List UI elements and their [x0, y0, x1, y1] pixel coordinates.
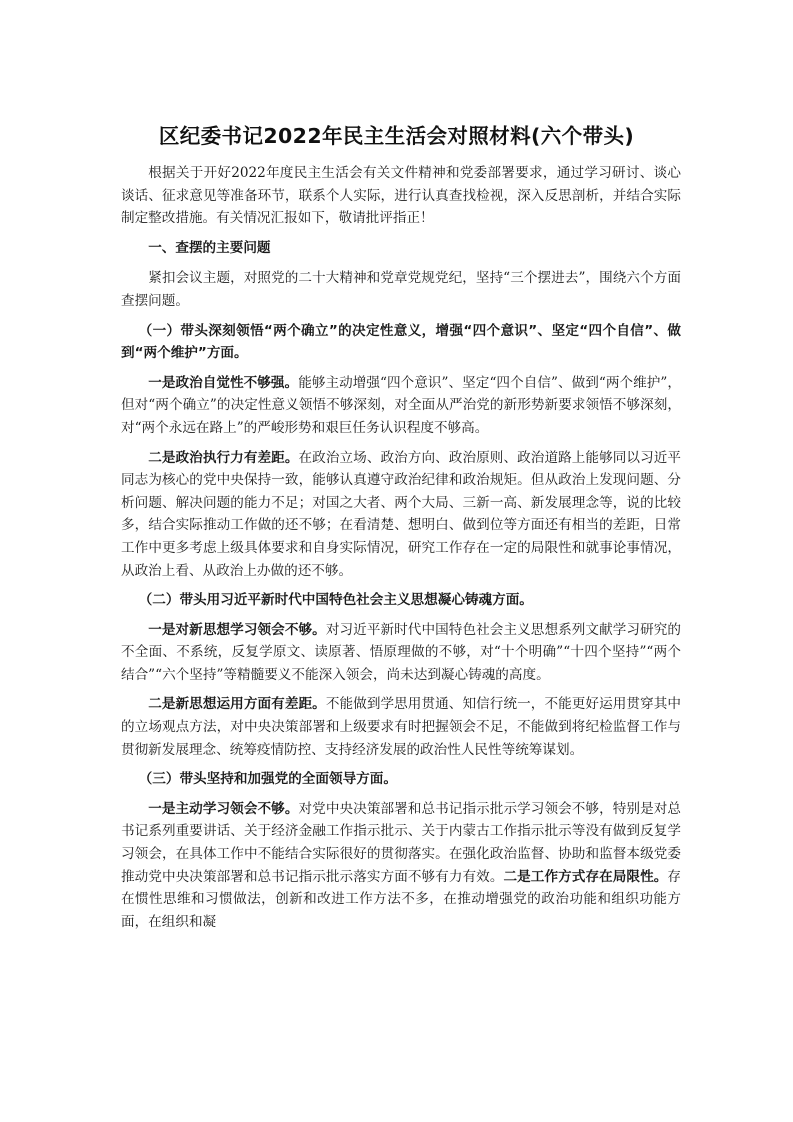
paragraph: [121, 447, 681, 583]
paragraph-lead: 二是新思想运用方面有差距。: [148, 696, 326, 713]
page-title: 区纪委书记2022年民主生活会对照材料(六个带头): [158, 124, 635, 148]
section-lead-paragraph: 紧扣会议主题，对照党的二十大精神和党章党规党纪，坚持“三个摆进去”，围绕六个方面查摆问题。: [121, 270, 681, 309]
paragraph-lead: 二是政治执行力有差距。: [148, 449, 299, 466]
paragraph-text: 在政治立场、政治方向、政治原则、政治道路上能够同以习近平同志为核心的党中央保持一致，能够认真遵守政治纪律和政治规矩。但从政治上发现问题、分析问题、解决问题的能力不足；对国之大者、两个大局、三新一高、新发展理念等，说的比较多，结合实际推动工作做的还不够；在看清楚、想明白、做到位等方面还有相当的差距，日常工作中更多考虑上级具体要求和自身实际情况，研究工作存在一定的局限性和就事论事情况，从政治上看、从政治上办做的还不够。: [121, 449, 682, 579]
paragraph: [121, 798, 681, 934]
paragraph-text: 能够主动增强“四个意识”、坚定“四个自信”、做到“两个维护”，但对“两个确立”的决定性意义领悟不够深刻，对全面从严治党的新形势新要求领悟不够深刻，对“两个永远在路上”的严峻形势和艰巨任务认识程度不够高。: [121, 374, 681, 436]
paragraph-lead: 一是政治自觉性不够强。: [148, 374, 299, 391]
paragraph-lead: 一是主动学习领会不够。: [148, 800, 299, 817]
paragraph-text: 不能做到学思用贯通、知信行统一，不能更好运用贯穿其中的立场观点方法，对中央决策部署和上级要求有时把握领会不足，不能做到将纪检监督工作与贯彻新发展理念、统筹疫情防控、支持经济发展的政治性人民性等统筹谋划。: [121, 696, 682, 758]
intro-paragraph: 根据关于开好2022年度民主生活会有关文件精神和党委部署要求，通过学习研讨、谈心谈话、征求意见等准备环节，联系个人实际，进行认真查找检视，深入反思剖析，并结合实际制定整改措施。有关情况汇报如下，敬请批评指正！: [121, 165, 681, 227]
paragraph-lead: 一是对新思想学习领会不够。: [148, 621, 326, 638]
paragraph-text: 对党中央决策部署和总书记指示批示学习领会不够，特别是对总书记系列重要讲话、关于经济金融工作指示批示、关于内蒙古工作指示批示等没有做到反复学习领会，在具体工作中不能结合实际很好的贯彻落实。在强化政治监督、协助和监督本级党委推动党中央决策部署和总书记指示批示落实方面不够有力有效。: [121, 800, 682, 885]
subsection-heading-3: （三）带头坚持和加强党的全面领导方面。: [138, 771, 397, 788]
paragraph-lead: 二是工作方式存在局限性。: [503, 868, 668, 885]
section-heading-1: 一、查摆的主要问题: [148, 239, 271, 256]
paragraph: [121, 619, 681, 687]
subsection-heading-2: （二）带头用习近平新时代中国特色社会主义思想凝心铸魂方面。: [138, 592, 533, 609]
document-body: [121, 162, 681, 940]
paragraph-text: 存在惯性思维和习惯做法，创新和改进工作方法不多，在推动增强党的政治功能和组织功能方面，在组织和凝: [121, 868, 681, 930]
paragraph-text: 对习近平新时代中国特色社会主义思想系列文献学习研究的不全面、不系统，反复学原文、读原著、悟原理做的不够，对“十个明确”“十四个坚持”“两个结合”“六个坚持”等精髓要义不能深入领会，尚未达到凝心铸魂的高度。: [121, 621, 682, 683]
subsection-heading-1: （一）带头深刻领悟“两个确立”的决定性意义，增强“四个意识”、坚定“四个自信”、做到“两个维护”方面。: [121, 322, 681, 362]
paragraph: [121, 372, 681, 440]
paragraph: [121, 693, 681, 761]
